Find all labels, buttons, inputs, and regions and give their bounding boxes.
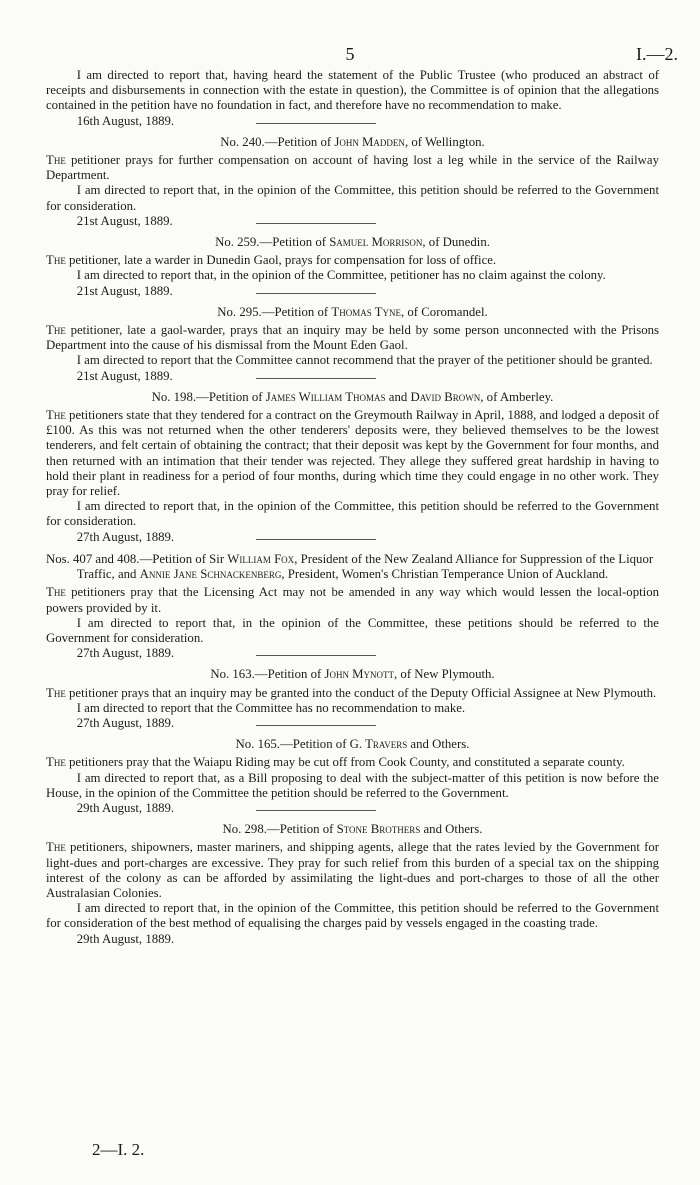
signature-mark: 2—I. 2. [92, 1140, 145, 1159]
petitioner-name: William Fox [227, 551, 295, 566]
petitioner-name: Samuel Morrison [329, 235, 423, 250]
petitioner-name: G. Travers [349, 737, 408, 752]
petition-heading: No. 240.—Petition of John Madden, of Wellington. [220, 134, 485, 149]
page-number: 5 [345, 44, 355, 64]
intro-paragraph: I am directed to report that, having heard the statement of the Public Trustee (who produced an abstract of receipts and disbursements in connection with the estate in question), the Committee is of opinion that the allegations contained in the petition have no foundation in fact, and therefore have no recommendation to make. [46, 68, 659, 113]
petition-prayer: The petitioner, late a gaol-warder, prays that an inquiry may be held by some person unconnected with the Prisons Department into the cause of his dismissal from the Mount Eden Gaol. [46, 323, 659, 353]
document-reference: I.—2. [636, 44, 678, 64]
petitioner-name: John Mynott [324, 667, 395, 682]
petition-date: 27th August, 1889. [76, 529, 175, 544]
petition-entry [46, 822, 659, 947]
petition-report: I am directed to report that, in the opinion of the Committee, this petition should be referred to the Government for consideration of the best method of equalising the charges paid by vessels engaged in the coasting trade. [46, 901, 659, 931]
section-divider [256, 223, 376, 224]
petition-date: 21st August, 1889. [76, 368, 173, 383]
petition-report: I am directed to report that, in the opinion of the Committee, these petitions should be referred to the Government for consideration. [46, 615, 659, 645]
petition-prayer: The petitioner prays that an inquiry may be granted into the conduct of the Deputy Official Assignee at New Plymouth. [46, 685, 657, 700]
petition-date: 29th August, 1889. [76, 931, 175, 946]
petition-entry [46, 389, 659, 544]
section-divider [256, 810, 376, 811]
petition-heading: No. 165.—Petition of G. Travers and Others. [235, 737, 470, 752]
petitioner-name-2: David Brown [410, 389, 481, 404]
petition-heading: No. 295.—Petition of Thomas Tyne, of Coromandel. [217, 304, 488, 319]
petition-report: I am directed to report that, in the opinion of the Committee, this petition should be referred to the Government for consideration. [46, 183, 659, 213]
petition-heading: Nos. 407 and 408.—Petition of Sir William Fox, President of the New Zealand Alliance for Suppression of the Liquor Traffic, and Annie Jane Schnackenberg, President, Women's Christian Temperance Union of Auckland. [46, 551, 654, 582]
petition-report: I am directed to report that, in the opinion of the Committee, this petition should be referred to the Government for consideration. [46, 499, 659, 529]
section-divider [256, 725, 376, 726]
intro-date: 16th August, 1889. [76, 113, 175, 128]
petition-report: I am directed to report that, as a Bill proposing to deal with the subject-matter of this petition is now before the House, in the opinion of the Committee the petition should be referred to the Government. [46, 770, 659, 800]
petition-report: I am directed to report that, in the opinion of the Committee, petitioner has no claim against the colony. [76, 268, 606, 283]
petition-date: 27th August, 1889. [76, 715, 175, 730]
document-body [46, 68, 659, 947]
petition-heading: No. 198.—Petition of James William Thomas and David Brown, of Amberley. [151, 389, 554, 404]
petition-date: 27th August, 1889. [76, 646, 175, 661]
petition-date: 21st August, 1889. [76, 283, 173, 298]
petition-heading: No. 298.—Petition of Stone Brothers and Others. [222, 822, 483, 837]
petition-prayer: The petitioners pray that the Waiapu Riding may be cut off from Cook County, and constituted a separate county. [46, 755, 625, 770]
petition-report: I am directed to report that the Committee cannot recommend that the prayer of the petitioner should be granted. [76, 353, 653, 368]
section-divider [256, 655, 376, 656]
petition-entry [46, 667, 659, 730]
petition-date: 29th August, 1889. [76, 800, 175, 815]
petition-prayer: The petitioner prays for further compensation on account of having lost a leg while in the service of the Railway Department. [46, 153, 659, 183]
section-divider [256, 293, 376, 294]
petition-entry [46, 304, 659, 383]
petitioner-name: James William Thomas [265, 389, 386, 404]
petition-heading: No. 163.—Petition of John Mynott, of New Plymouth. [210, 667, 495, 682]
petition-heading: No. 259.—Petition of Samuel Morrison, of Dunedin. [215, 235, 490, 250]
petition-date: 21st August, 1889. [76, 213, 173, 228]
petition-entry [46, 235, 659, 298]
petition-prayer: The petitioners, shipowners, master mariners, and shipping agents, allege that the rates levied by the Government for light-dues and port-charges are excessive. They pray for such relief from this burden of a special tax on the shipping interest of the colony as can be afforded by assimilating the light-dues and port-charges to those of all the other Australasian Colonies. [46, 840, 659, 900]
section-divider [256, 378, 376, 379]
section-divider [256, 123, 376, 124]
petition-report: I am directed to report that the Committee has no recommendation to make. [76, 700, 466, 715]
petitioner-name: John Madden [334, 134, 405, 149]
petition-entry [46, 737, 659, 815]
section-divider [256, 539, 376, 540]
petition-prayer: The petitioner, late a warder in Dunedin Gaol, prays for compensation for loss of office. [46, 253, 497, 268]
petition-prayer: The petitioners pray that the Licensing Act may not be amended in any way which would lessen the local-option powers provided by it. [46, 585, 659, 615]
petitioner-name: Stone Brothers [336, 822, 421, 837]
petitioner-name-2: Annie Jane Schnackenberg [139, 567, 282, 582]
petition-prayer: The petitioners state that they tendered for a contract on the Greymouth Railway in April, 1888, and lodged a deposit of £100. As this was not returned when the other tenderers' deposits were, they believed themselves to be the lowest tenderers, and felt certain of obtaining the contract; that their deposit was kept by the Government for four months, and then returned with an intimation that their tender was rejected. They allege they suffered great hardship in having to hold their plant in readiness for a period of four months, during which time they could engage in no other work. They pray for relief. [46, 408, 659, 499]
petition-entry [46, 134, 659, 228]
petition-entry [46, 551, 659, 661]
petitioner-name: Thomas Tyne [331, 304, 401, 319]
